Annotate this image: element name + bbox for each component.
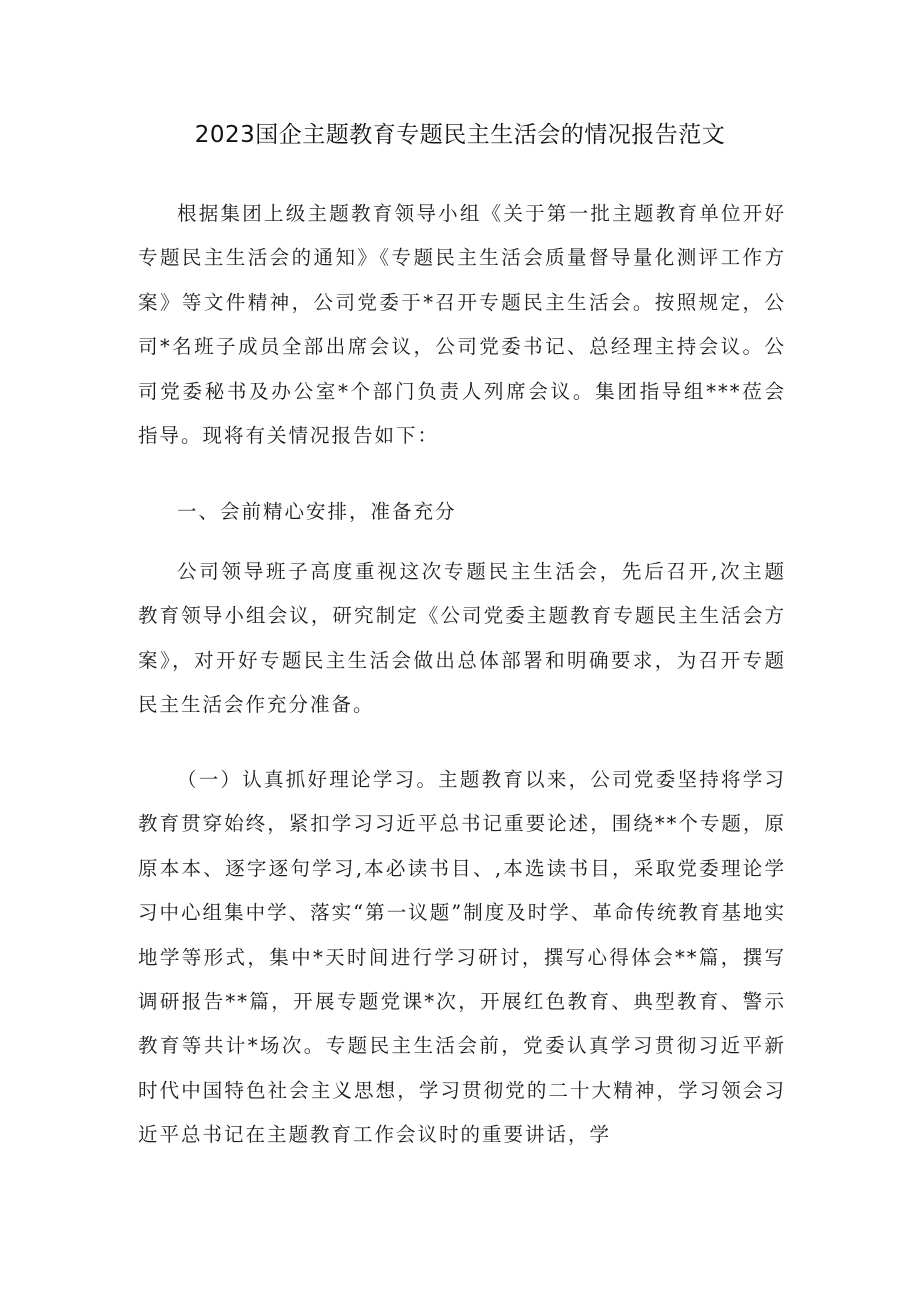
paragraph-section-1: 公司领导班子高度重视这次专题民主生活会，先后召开‚次主题教育领导小组会议，研究制定《公司党委主题教育专题民主生活会方案》，对开好专题民主生活会做出总体部署和明确要求，为召开专题民主生活会作充分准备。: [138, 560, 786, 717]
paragraph-intro: 根据集团上级主题教育领导小组《关于第一批主题教育单位开好专题民主生活会的通知》《专题民主生活会质量督导量化测评工作方案》等文件精神，公司党委于*召开专题民主生活会。按照规定，公司*名班子成员全部出席会议，公司党委书记、总经理主持会议。公司党委秘书及办公室*个部门负责人列席会议。集团指导组***莅会指导。现将有关情况报告如下：: [138, 202, 786, 448]
document-title: 2023国企主题教育专题民主生活会的情况报告范文: [194, 122, 726, 148]
section-heading-1: 一、会前精心安排，准备充分: [177, 500, 457, 523]
paragraph-subsection-1: （一）认真抓好理论学习。主题教育以来，公司党委坚持将学习教育贯穿始终，紧扣学习习近平总书记重要论述，围绕**个专题，原原本本、逐字逐句学习‚本必读书目、‚本选读书目，采取党委理论学习中心组集中学、落实“第一议题”制度及时学、革命传统教育基地实地学等形式，集中*天时间进行学习研讨，撰写心得体会**篇，撰写调研报告**篇，开展专题党课*次，开展红色教育、典型教育、警示教育等共计*场次。专题民主生活会前，党委认真学习贯彻习近平新时代中国特色社会主义思想，学习贯彻党的二十大精神，学习领会习近平总书记在主题教育工作会议时的重要讲话，学: [138, 768, 786, 1147]
